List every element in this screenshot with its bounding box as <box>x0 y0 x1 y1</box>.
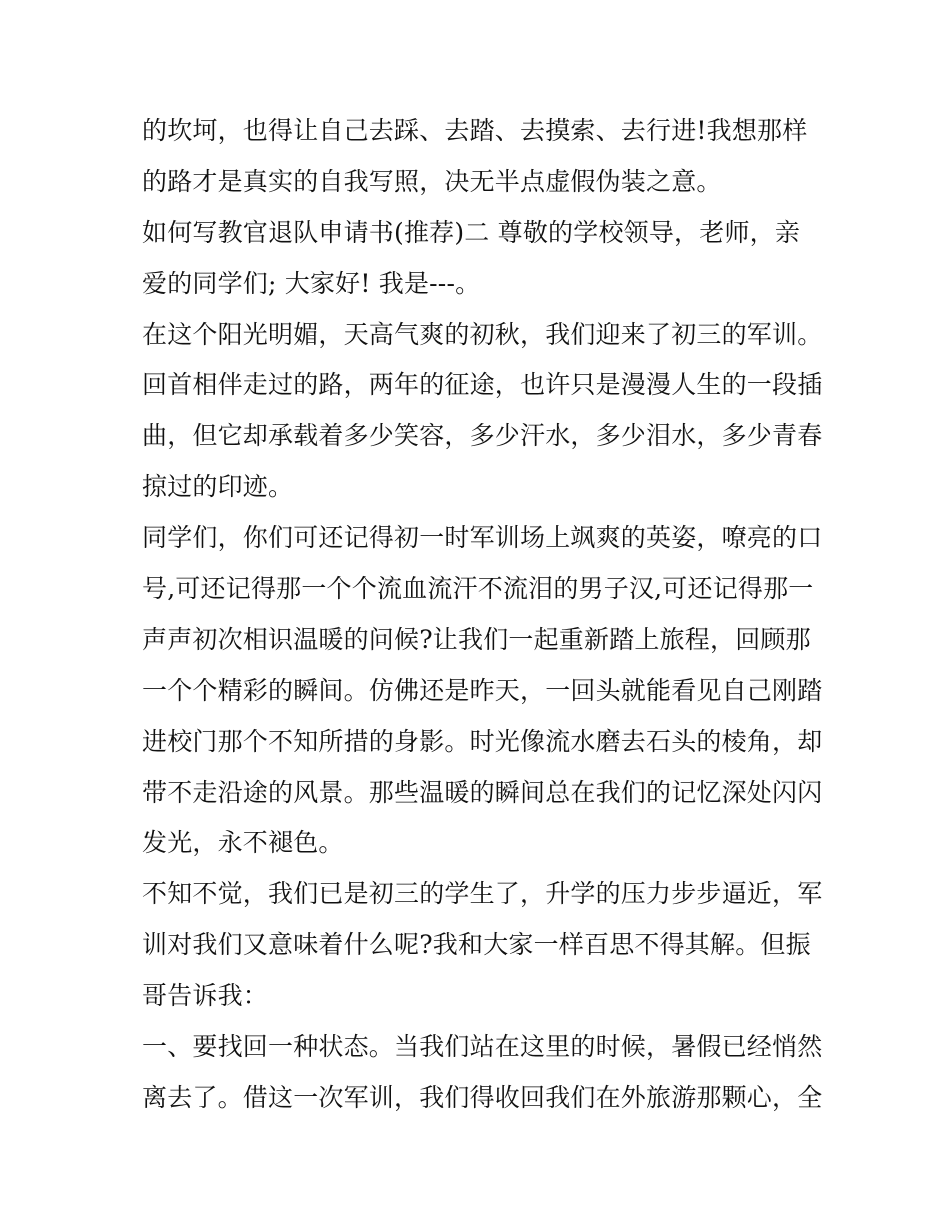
text-line-1: 的坎坷，也得让自己去踩、去踏、去摸索、去行进!我想那样 <box>142 116 808 145</box>
text-line-10: 号,可还记得那一个个流血流汗不流泪的男子汉,可还记得那一 <box>142 574 814 604</box>
text-line-2: 的路才是真实的自我写照，决无半点虚假伪装之意。 <box>142 166 722 196</box>
text-line-6: 回首相伴走过的路，两年的征途，也许只是漫漫人生的一段插 <box>142 370 823 400</box>
text-line-3: 如何写教官退队申请书(推荐)二 尊敬的学校领导，老师，亲 <box>142 217 801 247</box>
text-line-16: 不知不觉，我们已是初三的学生了，升学的压力步步逼近，军 <box>142 879 823 909</box>
text-line-9: 同学们，你们可还记得初一时军训场上飒爽的英姿，嘹亮的口 <box>142 523 823 553</box>
text-line-8: 掠过的印迹。 <box>142 472 294 502</box>
text-line-18: 哥告诉我： <box>142 981 269 1011</box>
text-line-5: 在这个阳光明媚，天高气爽的初秋，我们迎来了初三的军训。 <box>142 319 823 349</box>
text-line-15: 发光，永不褪色。 <box>142 828 344 858</box>
text-line-12: 一个个精彩的瞬间。仿佛还是昨天，一回头就能看见自己刚踏 <box>142 675 823 705</box>
document-body <box>142 106 823 1124</box>
text-line-19: 一、要找回一种状态。当我们站在这里的时候，暑假已经悄然 <box>142 1032 823 1062</box>
text-line-17: 训对我们又意味着什么呢?我和大家一样百思不得其解。但振 <box>142 930 811 960</box>
text-line-14: 带不走沿途的风景。那些温暖的瞬间总在我们的记忆深处闪闪 <box>142 777 823 807</box>
text-line-11: 声声初次相识温暖的问候?让我们一起重新踏上旅程，回顾那 <box>142 624 811 654</box>
text-line-20: 离去了。借这一次军训，我们得收回我们在外旅游那颗心，全 <box>142 1082 823 1112</box>
text-line-13: 进校门那个不知所措的身影。时光像流水磨去石头的棱角，却 <box>142 726 823 756</box>
text-line-4: 爱的同学们; 大家好! 我是---。 <box>142 268 481 298</box>
text-line-7: 曲，但它却承载着多少笑容，多少汗水，多少泪水，多少青春 <box>142 421 823 451</box>
